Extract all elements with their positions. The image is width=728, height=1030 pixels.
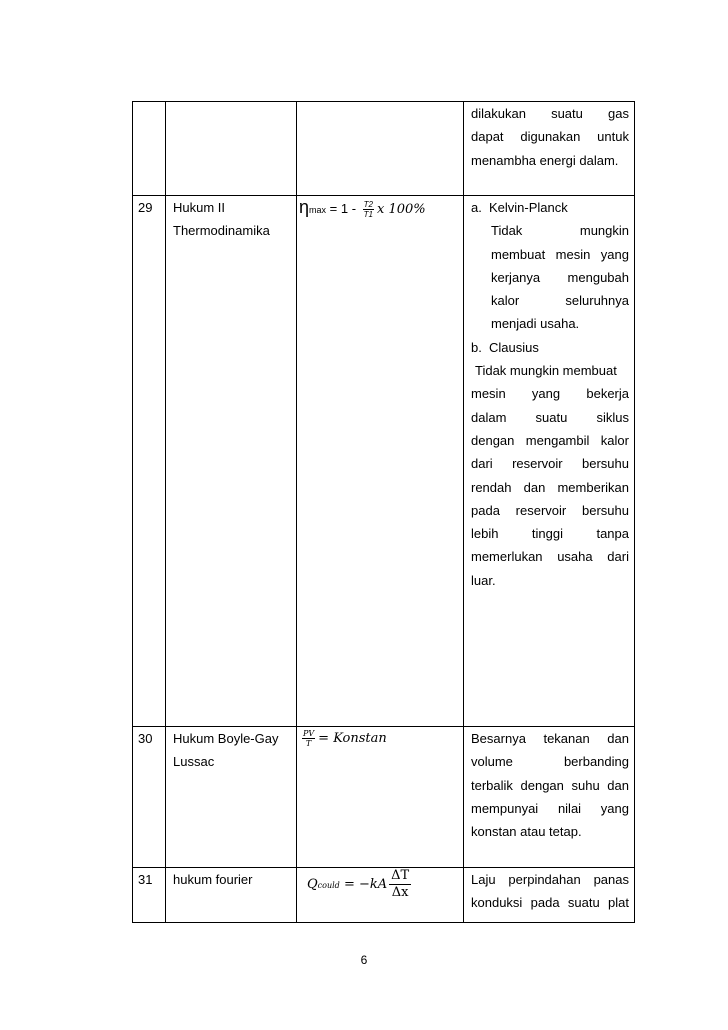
law-name-line: Hukum Boyle-Gay: [173, 731, 279, 746]
word: dan: [523, 479, 546, 495]
page-number: 6: [360, 953, 368, 967]
word: dari: [607, 549, 629, 565]
boyle-gay-lussac-formula: $\frac{PV}{T}$ = Konstan: [303, 729, 387, 748]
text-line: menjadi usaha.: [491, 316, 580, 332]
word: untuk: [597, 129, 629, 145]
text-line: konstan atau tetap.: [471, 824, 582, 840]
word: berbanding: [563, 754, 629, 770]
word: reservoir: [512, 456, 563, 472]
text-line: [471, 219, 629, 242]
word: dalam: [471, 409, 507, 425]
word: volume: [471, 754, 513, 770]
table-row-31: [133, 868, 635, 923]
text-line: [471, 891, 629, 914]
list-item-a: a. Kelvin-Planck: [471, 200, 568, 215]
law-name-line: hukum fourier: [173, 872, 253, 887]
word: usaha: [557, 549, 593, 565]
text-line: [471, 774, 629, 797]
word: perpindahan: [508, 872, 581, 887]
cell-number: [133, 868, 166, 923]
cell-description: [464, 102, 635, 196]
word: dapat: [471, 129, 504, 145]
cell-formula: [297, 102, 464, 196]
word: Laju: [471, 872, 496, 887]
word: dengan: [471, 432, 515, 448]
text-line: [471, 266, 629, 289]
word: Besarnya: [471, 731, 526, 746]
text-line: [471, 522, 629, 545]
word: suatu: [551, 106, 583, 121]
text-line: [471, 102, 629, 125]
word: tanpa: [596, 526, 629, 542]
word: Tidak: [491, 223, 523, 239]
word: suatu: [567, 895, 600, 911]
word: dengan: [520, 777, 564, 793]
word: reservoir: [515, 502, 567, 518]
word: yang: [600, 246, 629, 262]
word: bersuhu: [582, 502, 629, 518]
word: bersuhu: [582, 456, 629, 472]
text-line: [471, 406, 629, 429]
word: dan: [607, 777, 629, 793]
cell-formula: [297, 196, 464, 727]
word: pada: [471, 502, 500, 518]
word: suatu: [535, 409, 568, 425]
law-name-line: Thermodinamika: [173, 223, 270, 239]
cell-description: [464, 727, 635, 868]
table-row-29: [133, 196, 635, 727]
cell-number: [133, 727, 166, 868]
word: memberikan: [557, 479, 629, 495]
word: yang: [531, 386, 561, 402]
efficiency-formula: ηmax = 1 - $\frac{T2}{T1}$ x 100%: [299, 197, 426, 220]
word: gas: [608, 106, 629, 121]
cell-name: [166, 727, 297, 868]
word: mungkin: [579, 223, 629, 239]
cell-name: [166, 196, 297, 727]
cell-description: [464, 868, 635, 923]
word: membuat: [491, 246, 546, 262]
text-line: Tidak mungkin membuat: [475, 363, 617, 379]
row-number: 30: [138, 731, 153, 746]
word: mengambil: [525, 432, 590, 448]
cell-formula: [297, 727, 464, 868]
word: tinggi: [531, 526, 563, 542]
cell-name: [166, 868, 297, 923]
text-line: luar.: [471, 572, 496, 588]
word: panas: [593, 872, 629, 887]
word: pada: [530, 895, 560, 911]
text-line: [471, 429, 629, 452]
text-line: [471, 125, 629, 148]
text-line: [471, 289, 629, 312]
cell-description: [464, 196, 635, 727]
table-row-30: [133, 727, 635, 868]
text-line: menambha energi dalam.: [471, 152, 619, 168]
word: nilai: [557, 800, 582, 816]
word: dan: [607, 731, 629, 746]
text-line: [471, 452, 629, 475]
text-line: [471, 243, 629, 266]
text-line: [471, 476, 629, 499]
text-line: [471, 868, 629, 891]
word: lebih: [471, 526, 499, 542]
row-number: 31: [138, 872, 153, 887]
law-name-line: Hukum II: [173, 200, 226, 215]
cell-name: [166, 102, 297, 196]
word: kalor: [491, 293, 520, 309]
law-name-line: Lussac: [173, 754, 215, 770]
text-line: [471, 545, 629, 568]
word: suhu: [571, 777, 600, 793]
word: mesin: [555, 246, 591, 262]
cell-formula: [297, 868, 464, 923]
word: terbalik: [471, 777, 513, 793]
physics-law-table: [132, 101, 635, 923]
word: kalor: [600, 432, 629, 448]
text-line: [471, 797, 629, 820]
word: kerjanya: [491, 269, 541, 285]
word: memerlukan: [471, 549, 543, 565]
text-line: [471, 499, 629, 522]
word: digunakan: [520, 129, 581, 145]
word: bekerja: [586, 386, 629, 402]
word: siklus: [596, 409, 629, 425]
text-line: [471, 750, 629, 773]
row-number: 29: [138, 200, 153, 215]
fourier-formula: Qcould = −kA $\frac{\Delta T}{\Delta x}$: [307, 868, 410, 900]
word: rendah: [471, 479, 512, 495]
table-row-continuation: [133, 102, 635, 196]
word: seluruhnya: [565, 293, 629, 309]
text-line: [471, 382, 629, 405]
word: mengubah: [567, 269, 629, 285]
word: konduksi: [471, 895, 523, 911]
text-line: [471, 727, 629, 750]
word: dari: [471, 456, 493, 472]
word: mempunyai: [471, 800, 539, 816]
word: tekanan: [543, 731, 590, 746]
word: mesin: [471, 386, 506, 402]
cell-number: [133, 196, 166, 727]
word: plat: [608, 895, 629, 911]
list-item-b: b. Clausius: [471, 339, 539, 355]
word: yang: [600, 800, 629, 816]
word: dilakukan: [471, 106, 526, 121]
cell-number: [133, 102, 166, 196]
